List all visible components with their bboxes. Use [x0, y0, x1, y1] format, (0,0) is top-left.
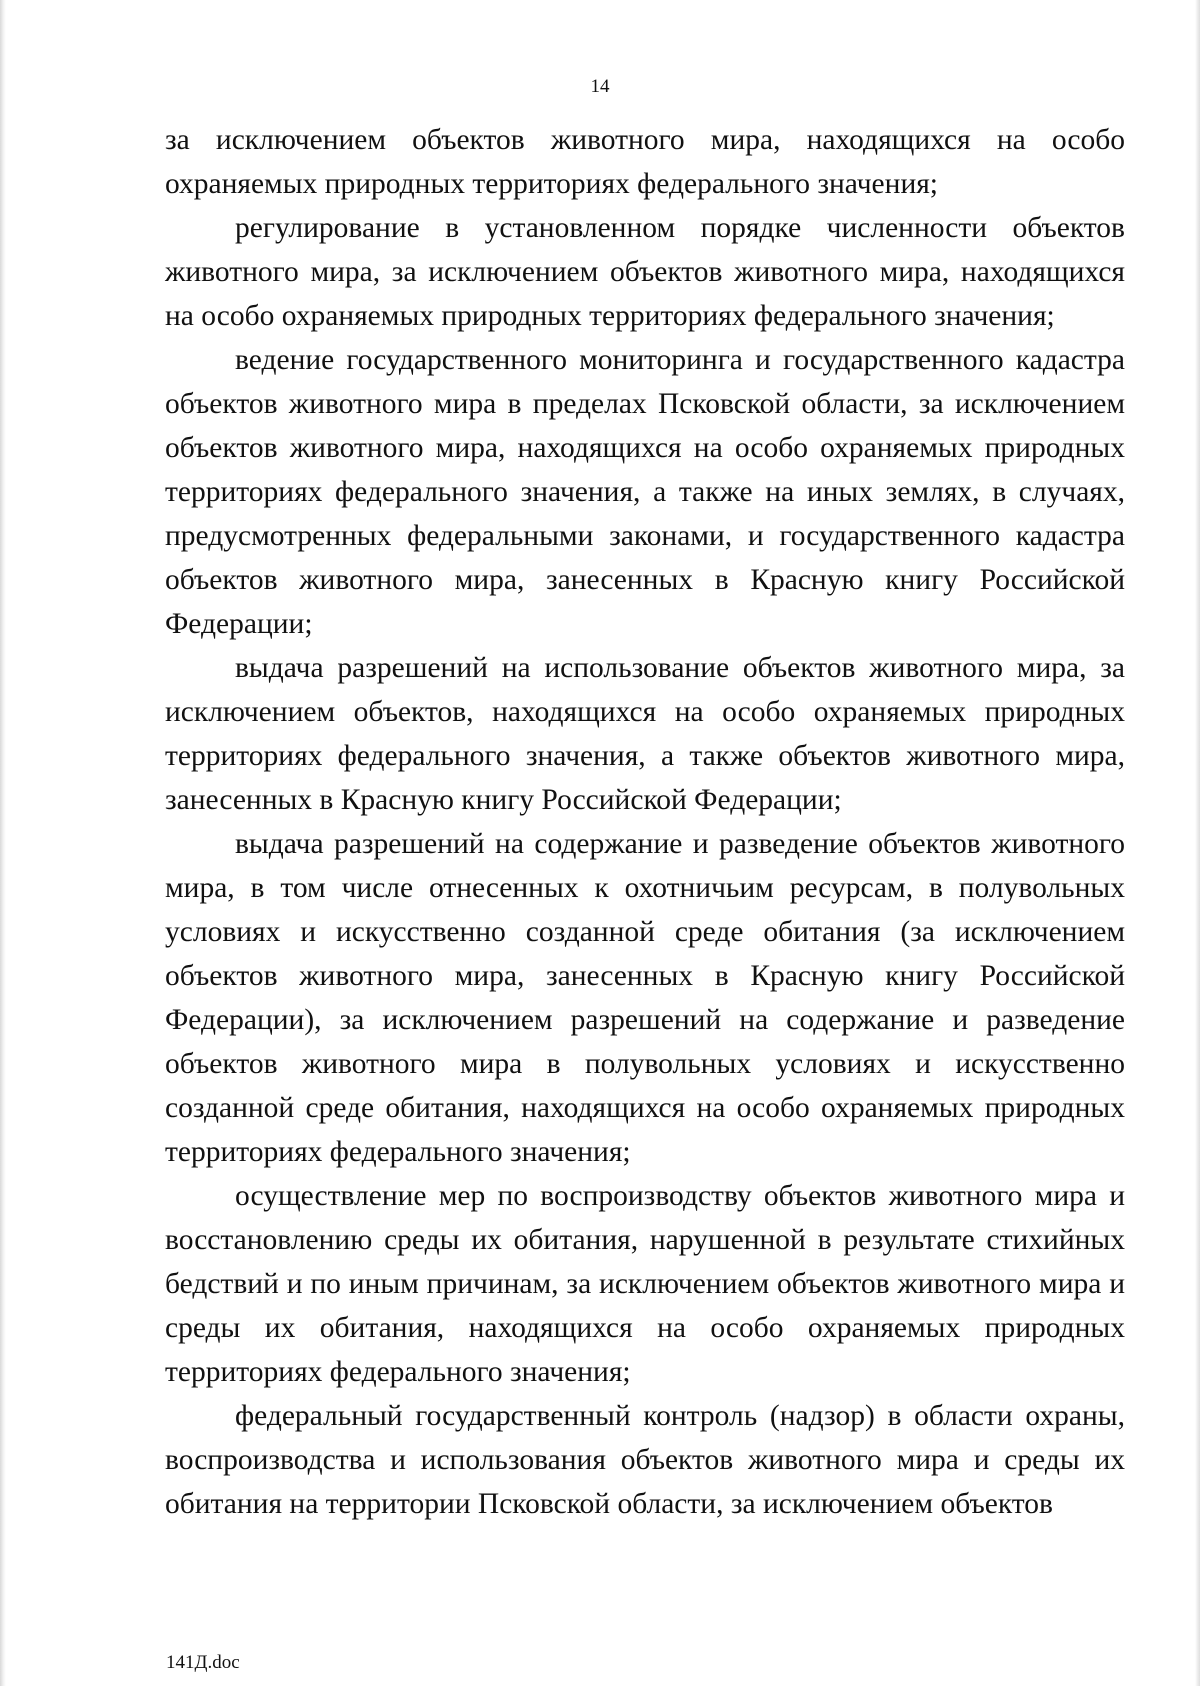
paragraph: регулирование в установленном порядке численности объектов животного мира, за исключением объектов животного мира, находящихся на особо охраняемых природных территориях федерального значения; — [165, 212, 1125, 332]
page-number: 14 — [590, 76, 610, 97]
paragraph: выдача разрешений на использование объектов животного мира, за исключением объектов, находящихся на особо охраняемых природных территориях федерального значения, а также объектов животного мира, занесенных в Красную книгу Российской Федерации; — [165, 652, 1125, 816]
paragraph: за исключением объектов животного мира, находящихся на особо охраняемых природных территориях федерального значения; — [165, 124, 1125, 200]
paragraph: ведение государственного мониторинга и государственного кадастра объектов животного мира в пределах Псковской области, за исключением объектов животного мира, находящихся на особо охраняемых природных территориях федерального значения, а также на иных землях, в случаях, предусмотренных федеральными законами, и государственного кадастра объектов животного мира, занесенных в Красную книгу Российской Федерации; — [165, 344, 1125, 640]
paragraph: осуществление мер по воспроизводству объектов животного мира и восстановлению среды их обитания, нарушенной в результате стихийных бедствий и по иным причинам, за исключением объектов животного мира и среды их обитания, находящихся на особо охраняемых природных территориях федерального значения; — [165, 1180, 1125, 1388]
scan-edge-left — [0, 0, 6, 1686]
paragraph: выдача разрешений на содержание и разведение объектов животного мира, в том числе отнесенных к охотничьим ресурсам, в полувольных условиях и искусственно созданной среде обитания (за исключением объектов животного мира, занесенных в Красную книгу Российской Федерации), за исключением разрешений на содержание и разведение объектов животного мира в полувольных условиях и искусственно созданной среде обитания, находящихся на особо охраняемых природных территориях федерального значения; — [165, 828, 1125, 1168]
document-body — [165, 118, 1125, 1526]
paragraph: федеральный государственный контроль (надзор) в области охраны, воспроизводства и использования объектов животного мира и среды их обитания на территории Псковской области, за исключением объектов — [165, 1400, 1125, 1520]
scan-edge-right — [1195, 0, 1200, 1686]
footer-filename: 141Д.doc — [166, 1652, 240, 1673]
